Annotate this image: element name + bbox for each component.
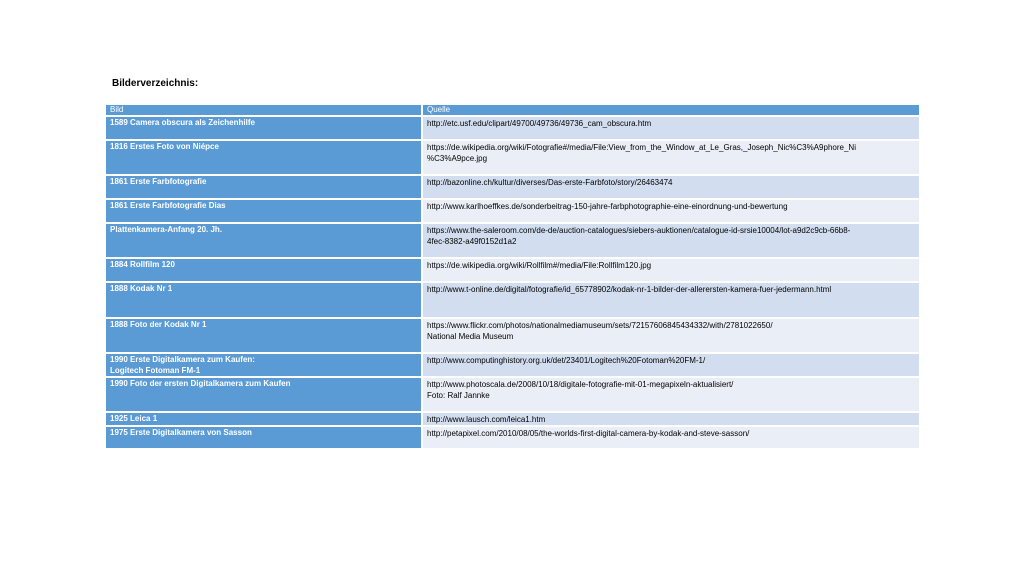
table-row [106,223,919,258]
quelle-cell[interactable] [422,353,919,377]
source-credit: Foto: Ralf Jannke [427,391,490,400]
quelle-cell[interactable] [422,223,919,258]
bild-cell [106,223,422,258]
quelle-cell[interactable] [422,377,919,412]
quelle-cell[interactable] [422,140,919,175]
bild-text: 1816 Erstes Foto von Niépce [110,142,219,151]
bild-text: 1990 Foto der ersten Digitalkamera zum Kaufen [110,379,291,388]
source-link[interactable]: https://de.wikipedia.org/wiki/Rollfilm#/media/File:Rollfilm120.jpg [427,261,652,270]
source-link[interactable]: http://www.photoscala.de/2008/10/18/digitale-fotografie-mit-01-megapixeln-aktualisiert/ [427,380,734,389]
bild-text: 1925 Leica 1 [110,414,158,423]
source-link[interactable]: https://www.the-saleroom.com/de-de/auction-catalogues/siebers-auktionen/catalogue-id-srsie10004/lot-a9d2c9cb-66b8- [427,226,851,235]
bild-cell [106,282,422,318]
bild-text: 1888 Foto der Kodak Nr 1 [110,320,207,329]
bild-cell [106,199,422,223]
bild-cell [106,353,422,377]
column-header-quelle: Quelle [422,105,919,116]
column-header-bild: Bild [106,105,422,116]
bild-text: Plattenkamera-Anfang 20. Jh. [110,225,223,234]
quelle-cell[interactable] [422,282,919,318]
quelle-cell[interactable] [422,199,919,223]
bild-text: 1589 Camera obscura als Zeichenhilfe [110,118,255,127]
quelle-cell[interactable] [422,426,919,449]
table-row [106,258,919,282]
source-link[interactable]: http://etc.usf.edu/clipart/49700/49736/49736_cam_obscura.htm [427,119,652,128]
bild-text: 1975 Erste Digitalkamera von Sasson [110,428,252,437]
table-row [106,318,919,353]
table-header-row [106,105,919,116]
source-link[interactable]: http://www.t-online.de/digital/fotografie/id_65778902/kodak-nr-1-bilder-der-allerersten-kamera-fuer-jedermann.html [427,285,832,294]
table-row [106,426,919,449]
bild-cell [106,175,422,199]
source-link-continued[interactable]: %C3%A9pce.jpg [427,154,488,163]
bild-cell [106,116,422,140]
table-row [106,377,919,412]
bild-text: 1861 Erste Farbfotografie [110,177,207,186]
bild-cell [106,318,422,353]
source-link[interactable]: https://www.flickr.com/photos/nationalmediamuseum/sets/72157606845434332/with/2781022650/ [427,321,773,330]
bild-cell [106,412,422,426]
table-row [106,175,919,199]
source-link[interactable]: https://de.wikipedia.org/wiki/Fotografie#/media/File:View_from_the_Window_at_Le_Gras,_Joseph_Nic%C3%A9phore_Ni [427,143,856,152]
quelle-cell[interactable] [422,116,919,140]
source-link[interactable]: http://www.lausch.com/leica1.htm [427,415,546,424]
table-row [106,412,919,426]
bild-text: 1888 Kodak Nr 1 [110,284,173,293]
bild-cell [106,377,422,412]
bild-text-continued: Logitech Fotoman FM-1 [110,366,201,375]
source-link[interactable]: http://www.karlhoeffkes.de/sonderbeitrag-150-jahre-farbphotographie-eine-einordnung-und-bewertung [427,202,788,211]
table-row [106,199,919,223]
table-row [106,116,919,140]
image-reference-table [106,105,919,450]
source-credit: National Media Museum [427,332,514,341]
quelle-cell[interactable] [422,412,919,426]
table-row [106,282,919,318]
source-link[interactable]: http://bazonline.ch/kultur/diverses/Das-erste-Farbfoto/story/26463474 [427,178,673,187]
quelle-cell[interactable] [422,175,919,199]
table-row [106,353,919,377]
bild-text: 1990 Erste Digitalkamera zum Kaufen: [110,355,255,364]
page-title: Bilderverzeichnis: [112,78,199,89]
bild-text: 1884 Rollfilm 120 [110,260,175,269]
quelle-cell[interactable] [422,258,919,282]
bild-cell [106,140,422,175]
source-link[interactable]: http://petapixel.com/2010/08/05/the-worlds-first-digital-camera-by-kodak-and-steve-sasson/ [427,429,750,438]
bild-cell [106,426,422,449]
bild-text: 1861 Erste Farbfotografie Dias [110,201,226,210]
source-link-continued[interactable]: 4fec-8382-a49f0152d1a2 [427,237,517,246]
table-row [106,140,919,175]
quelle-cell[interactable] [422,318,919,353]
bild-cell [106,258,422,282]
source-link[interactable]: http://www.computinghistory.org.uk/det/23401/Logitech%20Fotoman%20FM-1/ [427,356,706,365]
